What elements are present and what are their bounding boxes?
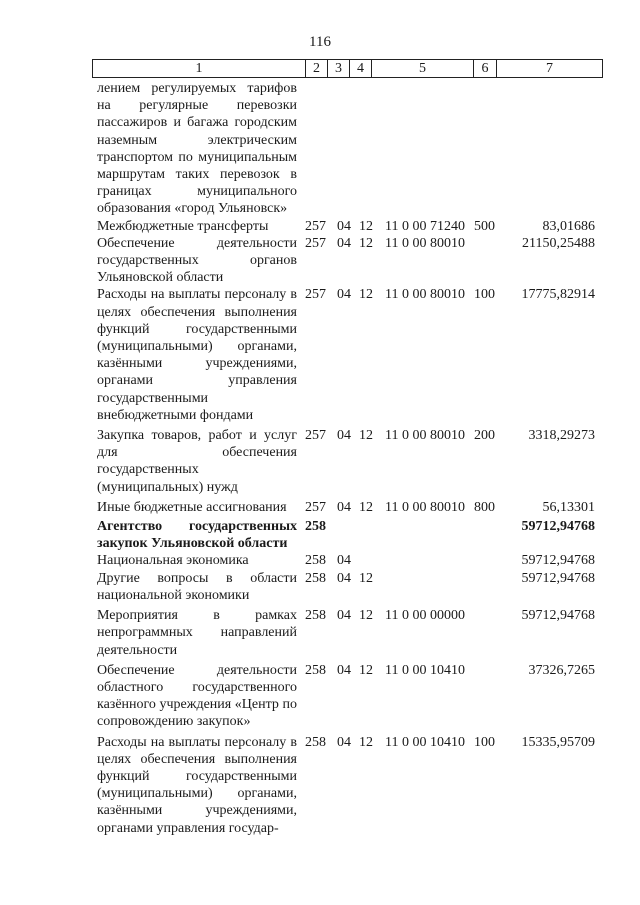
row-name: Мероприятия в рамках непрограммных направлений деятельности bbox=[97, 608, 297, 658]
row-name: Иные бюджетные ассигнования bbox=[97, 499, 287, 515]
budget-rows bbox=[0, 78, 640, 837]
row-name: Закупка товаров, работ и услуг для обеспечения государственных (муниципальных) нужд bbox=[97, 428, 297, 495]
header-col-6: 6 bbox=[474, 60, 497, 78]
table-row bbox=[0, 570, 640, 604]
amount-value: 17775,82914 bbox=[521, 287, 595, 303]
budget-admin-code: 257 bbox=[305, 428, 326, 444]
table-row bbox=[0, 518, 640, 552]
expense-type-code: 100 bbox=[474, 287, 495, 303]
header-col-1: 1 bbox=[93, 60, 306, 78]
row-name: Межбюджетные трансферты bbox=[97, 218, 269, 234]
target-article-code: 11 0 00 71240 bbox=[385, 218, 465, 234]
budget-admin-code: 257 bbox=[305, 287, 326, 303]
budget-admin-code: 258 bbox=[305, 608, 326, 624]
amount-value: 56,13301 bbox=[542, 499, 595, 515]
row-name: Другие вопросы в области национальной экономики bbox=[97, 570, 297, 603]
section-code: 04 bbox=[337, 608, 351, 624]
subsection-code: 12 bbox=[359, 608, 373, 624]
section-code: 04 bbox=[337, 499, 351, 515]
amount-value: 59712,94768 bbox=[521, 570, 595, 586]
amount-value: 59712,94768 bbox=[521, 519, 595, 535]
page-number: 116 bbox=[309, 34, 331, 50]
header-col-7: 7 bbox=[497, 60, 603, 78]
table-row bbox=[0, 427, 640, 496]
expense-type-code: 500 bbox=[474, 218, 495, 234]
amount-value: 15335,95709 bbox=[521, 734, 595, 750]
table-row bbox=[0, 218, 640, 235]
subsection-code: 12 bbox=[359, 734, 373, 750]
section-code: 04 bbox=[337, 570, 351, 586]
section-code: 04 bbox=[337, 235, 351, 251]
row-name: лением регулируемых тарифов на регулярные перевозки пассажиров и багажа городским наземным электрическим транспортом по муниципальным маршрутам таких перевозок в границах муниципального образования «город Ульяновск» bbox=[97, 81, 297, 217]
subsection-code: 12 bbox=[359, 570, 373, 586]
target-article-code: 11 0 00 80010 bbox=[385, 499, 465, 515]
subsection-code: 12 bbox=[359, 218, 373, 234]
subsection-code: 12 bbox=[359, 428, 373, 444]
amount-value: 83,01686 bbox=[542, 218, 595, 234]
amount-value: 59712,94768 bbox=[521, 608, 595, 624]
expense-type-code: 200 bbox=[474, 428, 495, 444]
amount-value: 3318,29273 bbox=[528, 428, 595, 444]
row-name: Обеспечение деятельности областного государственного казённого учреждения «Центр по сопровождению закупок» bbox=[97, 662, 297, 730]
budget-admin-code: 258 bbox=[305, 662, 326, 678]
row-name: Агентство государственных закупок Ульяновской области bbox=[97, 519, 297, 552]
target-article-code: 11 0 00 10410 bbox=[385, 662, 465, 678]
subsection-code: 12 bbox=[359, 662, 373, 678]
target-article-code: 11 0 00 10410 bbox=[385, 734, 465, 750]
table-row bbox=[0, 607, 640, 659]
section-code: 04 bbox=[337, 553, 351, 569]
section-code: 04 bbox=[337, 734, 351, 750]
header-col-5: 5 bbox=[372, 60, 474, 78]
subsection-code: 12 bbox=[359, 499, 373, 515]
section-code: 04 bbox=[337, 662, 351, 678]
header-col-4: 4 bbox=[350, 60, 372, 78]
target-article-code: 11 0 00 80010 bbox=[385, 235, 465, 251]
target-article-code: 11 0 00 80010 bbox=[385, 428, 465, 444]
column-header-table bbox=[92, 59, 603, 78]
expense-type-code: 100 bbox=[474, 734, 495, 750]
table-row bbox=[0, 662, 640, 731]
table-row bbox=[0, 552, 640, 569]
target-article-code: 11 0 00 00000 bbox=[385, 608, 465, 624]
budget-admin-code: 258 bbox=[305, 553, 326, 569]
budget-admin-code: 257 bbox=[305, 499, 326, 515]
header-col-2: 2 bbox=[306, 60, 328, 78]
section-code: 04 bbox=[337, 287, 351, 303]
budget-admin-code: 257 bbox=[305, 235, 326, 251]
section-code: 04 bbox=[337, 218, 351, 234]
budget-admin-code: 258 bbox=[305, 570, 326, 586]
column-header-row bbox=[93, 60, 603, 78]
table-row bbox=[0, 499, 640, 516]
table-row bbox=[0, 235, 640, 287]
expense-type-code: 800 bbox=[474, 499, 495, 515]
budget-admin-code: 258 bbox=[305, 519, 326, 535]
budget-admin-code: 258 bbox=[305, 734, 326, 750]
row-name: Национальная экономика bbox=[97, 553, 249, 569]
table-row bbox=[0, 80, 640, 218]
subsection-code: 12 bbox=[359, 287, 373, 303]
row-name: Расходы на выплаты персоналу в целях обеспечения выполнения функций государственными (муниципальными) органами, казёнными учреждениями, органами управления государ- bbox=[97, 734, 297, 836]
amount-value: 37326,7265 bbox=[528, 662, 595, 678]
table-row bbox=[0, 734, 640, 837]
amount-value: 21150,25488 bbox=[522, 235, 595, 251]
header-col-3: 3 bbox=[328, 60, 350, 78]
subsection-code: 12 bbox=[359, 235, 373, 251]
table-row bbox=[0, 286, 640, 424]
row-name: Расходы на выплаты персоналу в целях обеспечения выполнения функций государственными (муниципальными) органами, казёнными учреждениями, органами управления государственными внебюджетными фондами bbox=[97, 287, 297, 423]
section-code: 04 bbox=[337, 428, 351, 444]
row-name: Обеспечение деятельности государственных органов Ульяновской области bbox=[97, 235, 297, 286]
target-article-code: 11 0 00 80010 bbox=[385, 287, 465, 303]
budget-admin-code: 257 bbox=[305, 218, 326, 234]
amount-value: 59712,94768 bbox=[521, 553, 595, 569]
